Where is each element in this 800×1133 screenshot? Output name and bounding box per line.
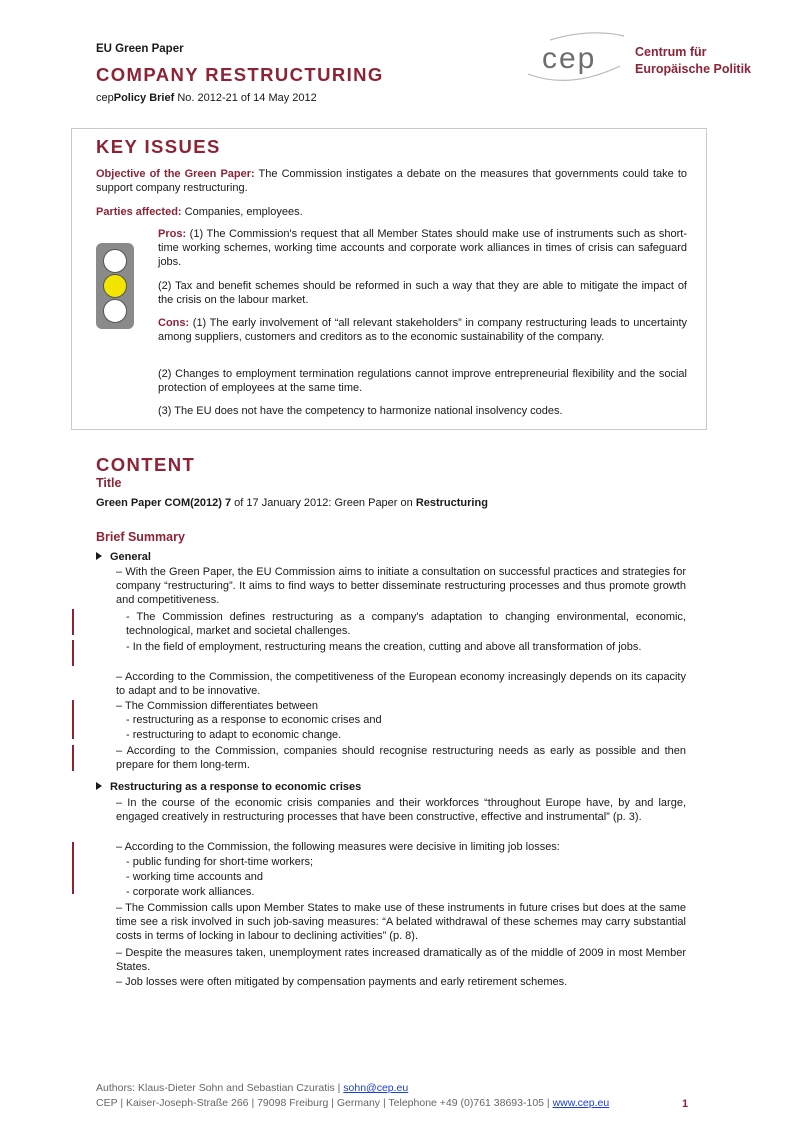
list-item: - The Commission defines restructuring as a company's adaptation to changing environmental, economic, technological, market and societal challenges. [126, 611, 686, 637]
list-item: – According to the Commission, companies should recognise restructuring needs as early as possible and then prepare for them long-term. [116, 745, 686, 771]
website-link[interactable]: www.cep.eu [552, 1097, 610, 1109]
title-subheading: Title [96, 476, 122, 490]
margin-change-bar [72, 842, 74, 894]
brief-summary-heading: Brief Summary [96, 530, 185, 544]
margin-change-bar [72, 640, 74, 666]
list-item: – Job losses were often mitigated by compensation payments and early retirement schemes. [116, 976, 568, 988]
cep-logo-text [635, 44, 751, 78]
list-item: – The Commission differentiates between [116, 700, 318, 712]
footer-address: CEP | Kaiser-Joseph-Straße 266 | 79098 Freiburg | Germany | Telephone +49 (0)761 38693-105 | www.cep.eu [96, 1097, 610, 1109]
policy-brief-line: cepPolicy Brief No. 2012-21 of 14 May 2012 [96, 92, 317, 104]
bullet-triangle-icon [96, 552, 102, 560]
logo-line-2: Europäische Politik [635, 62, 752, 76]
document-title: COMPANY RESTRUCTURING [96, 64, 384, 85]
cons-2: (2) Changes to employment termination regulations cannot improve entrepreneurial flexibility and the social protection of employees at the same time. [158, 368, 687, 394]
list-item: – With the Green Paper, the EU Commission aims to initiate a consultation on successful practices and strategies for company “restructuring”. It aims to find ways to better disseminate restructuring processes and thus promote growth and competitiveness. [116, 566, 686, 606]
content-title: CONTENT [96, 454, 196, 475]
footer-authors: Authors: Klaus-Dieter Sohn and Sebastian Czuratis | sohn@cep.eu [96, 1082, 409, 1094]
cons-1: Cons: (1) The early involvement of “all relevant stakeholders” in company restructuring leads to uncertainty among suppliers, customers and creditors as to the economic sustainability of the company. [158, 317, 687, 343]
pros-2: (2) Tax and benefit schemes should be reformed in such a way that they are able to mitigate the impact of the crisis on the labour market. [158, 280, 687, 306]
traffic-light-icon [96, 243, 134, 329]
cons-3: (3) The EU does not have the competency to harmonize national insolvency codes. [158, 405, 563, 417]
list-item: - working time accounts and [126, 871, 263, 883]
cep-logo [520, 28, 630, 88]
cep-logo-mark: cep [542, 42, 597, 75]
author-email-link[interactable]: sohn@cep.eu [343, 1082, 409, 1094]
list-item: – According to the Commission, the competitiveness of the European economy increasingly depends on its capacity to adapt and to be innovative. [116, 671, 686, 697]
crises-heading: Restructuring as a response to economic crises [96, 781, 361, 793]
general-heading: General [96, 551, 151, 563]
bullet-triangle-icon [96, 782, 102, 790]
document-label: EU Green Paper [96, 43, 184, 55]
list-item: - restructuring as a response to economic crises and [126, 714, 382, 726]
page-number: 1 [682, 1098, 689, 1110]
key-issues-title: KEY ISSUES [96, 136, 221, 157]
margin-change-bar [72, 745, 74, 771]
traffic-light-middle [103, 274, 127, 298]
list-item: – In the course of the economic crisis companies and their workforces “throughout Europe have, by and large, engaged creatively in restructuring processes that have been constructive, effective and instrumental” (p. 3). [116, 797, 686, 823]
list-item: – The Commission calls upon Member States to make use of these instruments in future crises but does at the same time see a risk involved in such job-saving measures: “A belated withdrawal of these schemes may carry substantial costs in terms of locking in labour to declining activities” (p. 8). [116, 902, 686, 942]
traffic-light-bottom [103, 299, 127, 323]
document-reference: Green Paper COM(2012) 7 of 17 January 2012: Green Paper on Restructuring [96, 497, 488, 509]
pros-1: Pros: (1) The Commission's request that all Member States should make use of instruments such as short-time working schemes, working time accounts and corporate work alliances in times of crisis can safeguard jobs. [158, 228, 687, 268]
traffic-light-top [103, 249, 127, 273]
list-item: – According to the Commission, the following measures were decisive in limiting job losses: [116, 841, 560, 853]
margin-change-bar [72, 700, 74, 739]
list-item: - In the field of employment, restructuring means the creation, cutting and above all transformation of jobs. [126, 641, 642, 653]
list-item: – Despite the measures taken, unemployment rates increased dramatically as of the middle of 2009 in most Member States. [116, 947, 686, 973]
parties-paragraph: Parties affected: Companies, employees. [96, 206, 303, 218]
logo-line-1: Centrum für [635, 45, 707, 59]
objective-paragraph: Objective of the Green Paper: The Commission instigates a debate on the measures that governments could take to support company restructuring. [96, 168, 687, 194]
list-item: - public funding for short-time workers; [126, 856, 314, 868]
margin-change-bar [72, 609, 74, 635]
list-item: - restructuring to adapt to economic change. [126, 729, 342, 741]
list-item: - corporate work alliances. [126, 886, 255, 898]
